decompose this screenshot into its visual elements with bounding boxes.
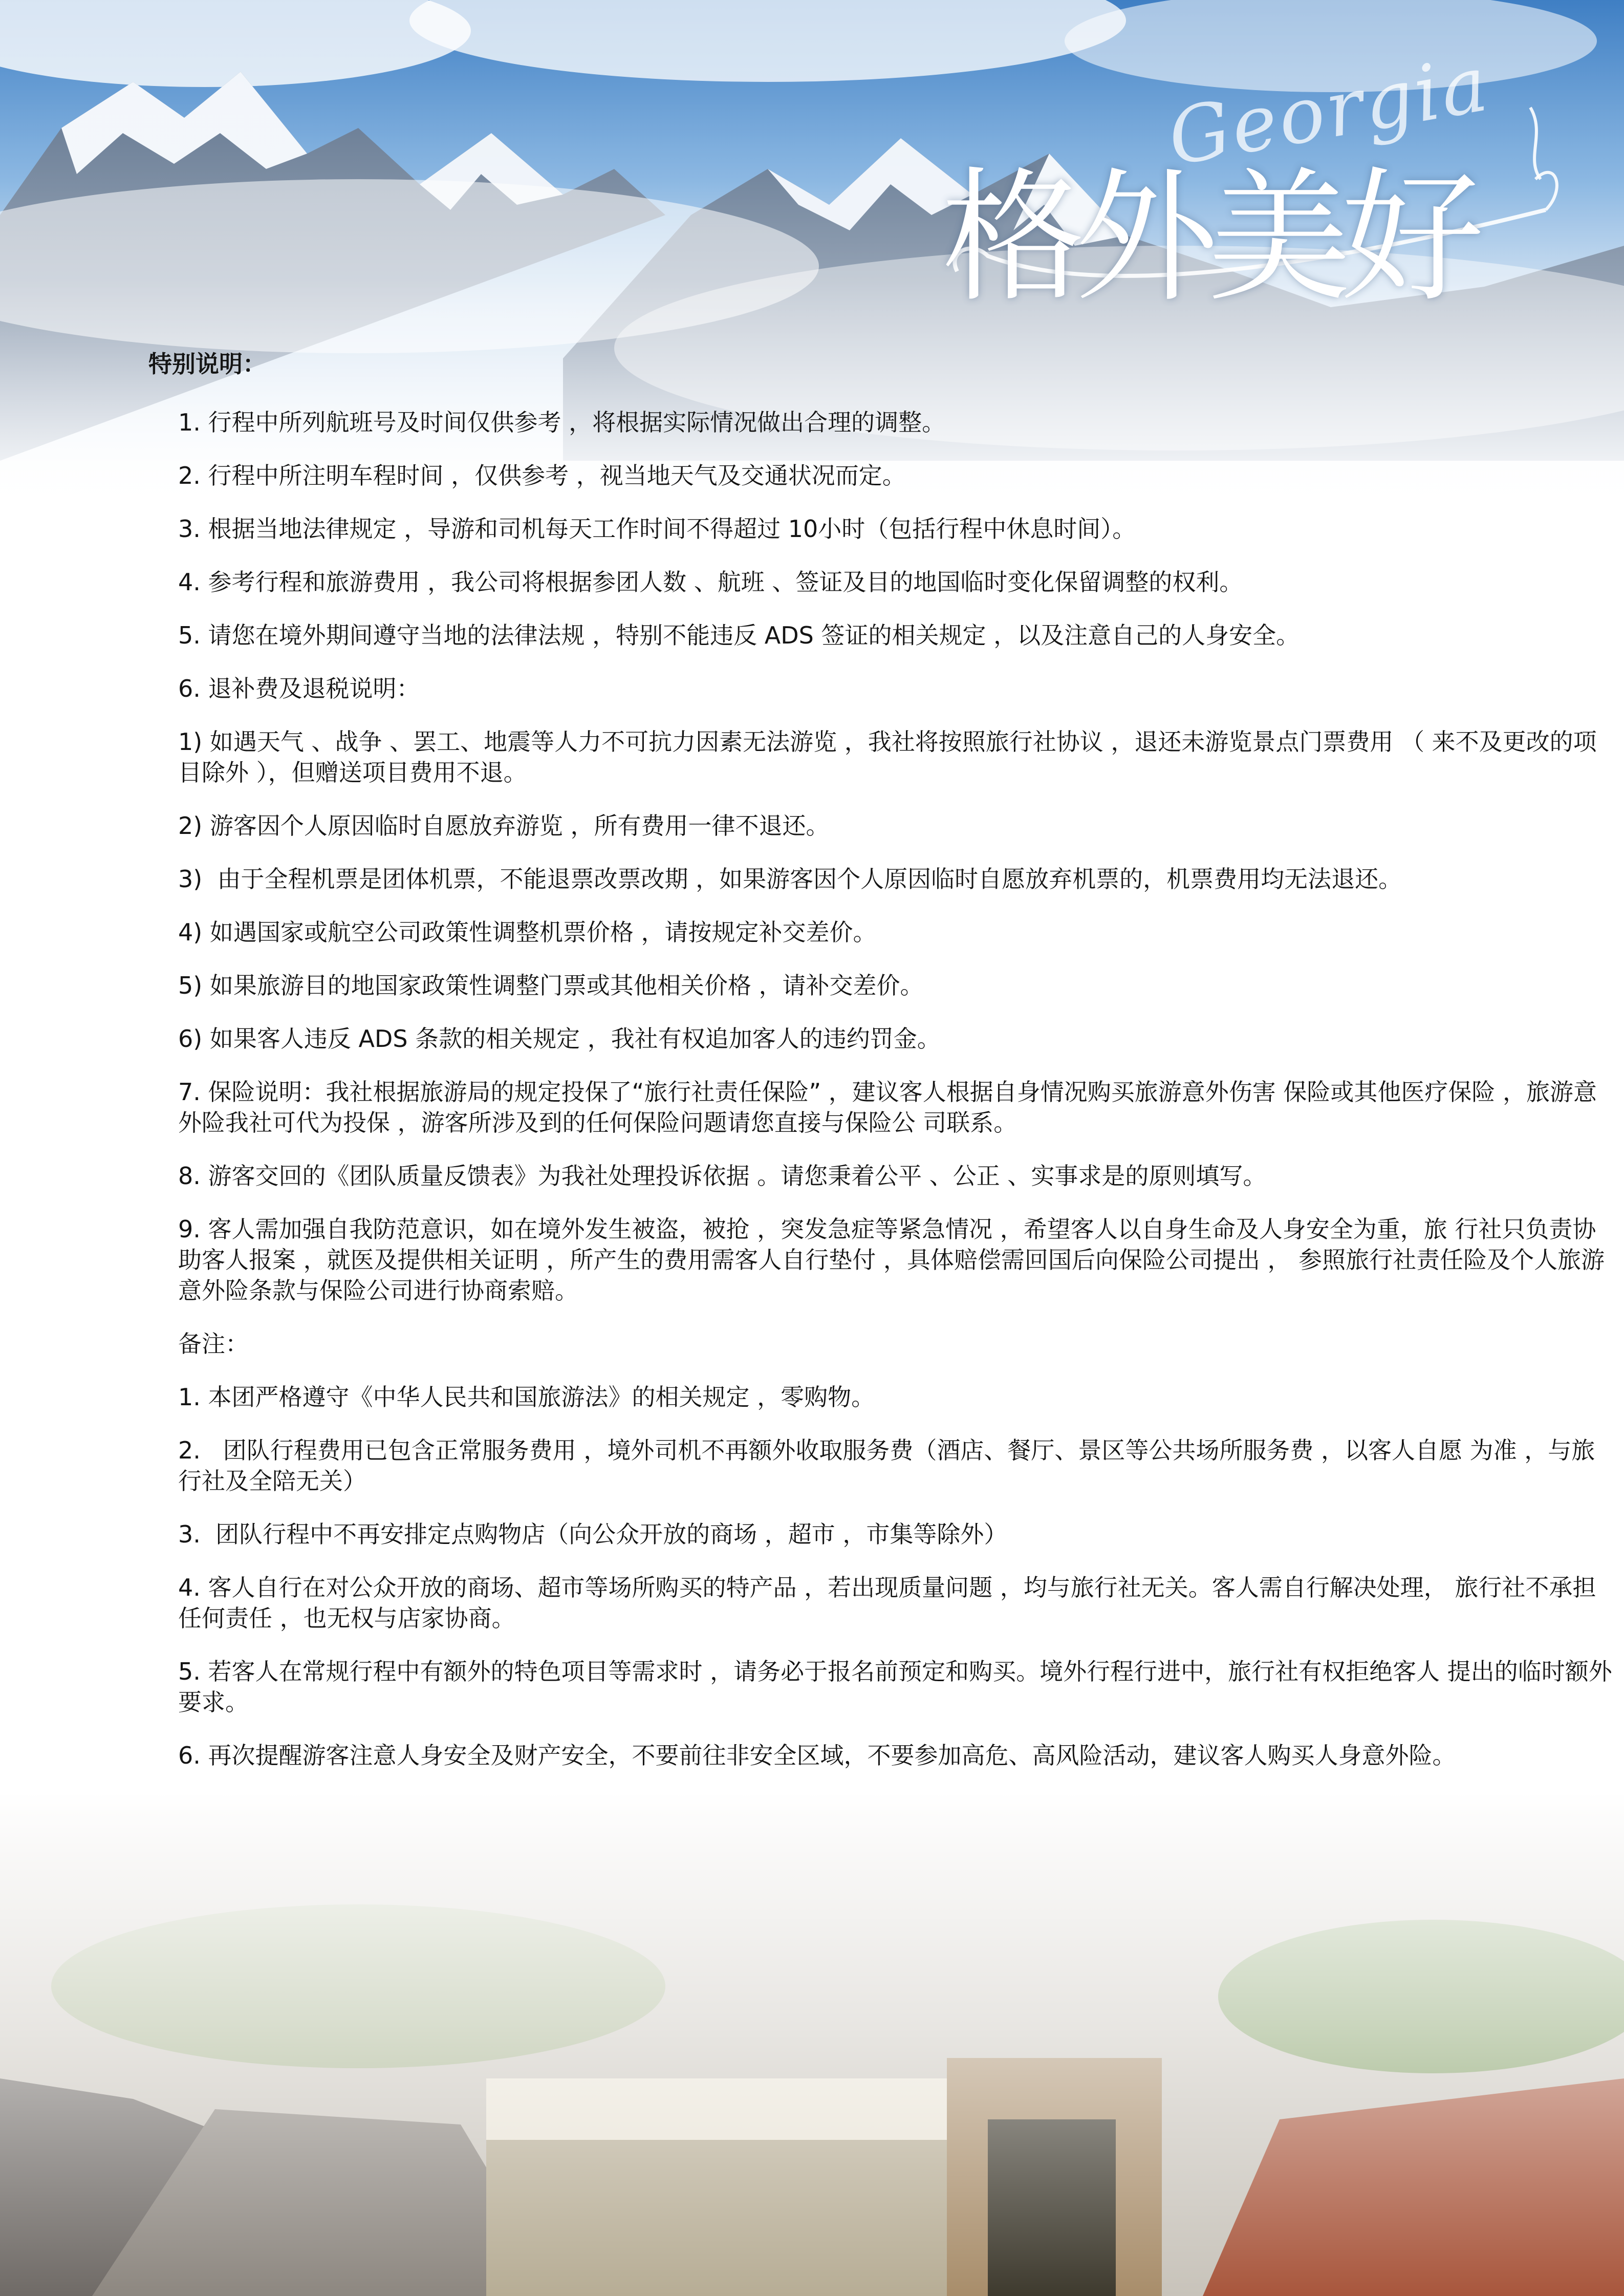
list-item: 2. 团队行程费用已包含正常服务费用 ，境外司机不再额外收取服务费（酒店、餐厅、景区等公共场所服务费 ，以客人自愿 为准 ，与旅行社及全陪无关） (178, 1436, 1595, 1495)
list-item: 6) 如果客人违反 ADS 条款的相关规定 ，我社有权追加客人的违约罚金。 (178, 1025, 941, 1053)
list-item: 3) 由于全程机票是团体机票，不能退票改票改期 ，如果游客因个人原因临时自愿放弃机票的，机票费用均无法退还。 (178, 865, 1402, 893)
list-item: 5. 若客人在常规行程中有额外的特色项目等需求时 ，请务必于报名前预定和购买。境外行程行进中，旅行社有权拒绝客人 提出的临时额外要求。 (178, 1658, 1612, 1716)
list-item: 4. 参考行程和旅游费用 ，我公司将根据参团人数 、航班 、签证及目的地国临时变化保留调整的权利。 (178, 568, 1243, 596)
notice-content (148, 346, 1612, 1793)
list-item: 4) 如遇国家或航空公司政策性调整机票价格 ，请按规定补交差价。 (178, 918, 877, 946)
logo-script-text: Georgia (1161, 39, 1496, 183)
list-item: 6. 再次提醒游客注意人身安全及财产安全，不要前往非安全区域，不要参加高危、高风险活动，建议客人购买人身意外险。 (178, 1742, 1456, 1769)
village-footer-image (0, 1792, 1624, 2296)
list-item: 5. 请您在境外期间遵守当地的法律法规 ，特别不能违反 ADS 签证的相关规定 ，以及注意自己的人身安全。 (178, 621, 1300, 649)
list-item: 2. 行程中所注明车程时间 ，仅供参考 ，视当地天气及交通状况而定。 (178, 462, 906, 489)
remarks-title: 备注： (178, 1330, 249, 1358)
refund-title: 6. 退补费及退税说明： (178, 675, 420, 702)
list-item: 7. 保险说明：我社根据旅游局的规定投保了“旅行社责任保险” ，建议客人根据自身情况购买旅游意外伤害 保险或其他医疗保险 ，旅游意外险我社可代为投保 ，游客所涉及到的任何保险问题请您直接与保险公 司联系。 (178, 1078, 1597, 1136)
list-item: 4. 客人自行在对公众开放的商场、超市等场所购买的特产品 ，若出现质量问题 ，均与旅行社无关。客人需自行解决处理， 旅行社不承担任何责任 ，也无权与店家协商。 (178, 1574, 1596, 1632)
list-item: 2) 游客因个人原因临时自愿放弃游览 ，所有费用一律不退还。 (178, 812, 830, 840)
list-item: 3. 团队行程中不再安排定点购物店（向公众开放的商场 ，超市 ，市集等除外） (178, 1520, 1008, 1548)
list-item: 1) 如遇天气 、战争 、罢工、地震等人力不可抗力因素无法游览 ，我社将按照旅行社协议 ，退还未游览景点门票费用 （ 来不及更改的项目除外 ），但赠送项目费用不退。 (178, 728, 1597, 786)
list-item: 9. 客人需加强自我防范意识，如在境外发生被盗，被抢 ，突发急症等紧急情况 ，希望客人以自身生命及人身安全为重，旅 行社只负责协助客人报案 ，就医及提供相关证明 ，所产生的费用需客人自行垫付 ，具体赔偿需回国后向保险公司提出 ， 参照旅行社责任险及个人旅游意外险条款与保险公司进行协商索赔。 (178, 1215, 1605, 1304)
list-item: 1. 行程中所列航班号及时间仅供参考 ，将根据实际情况做出合理的调整。 (178, 409, 946, 436)
list-item: 8. 游客交回的《团队质量反馈表》为我社处理投诉依据 。请您秉着公平 、公正 、实事求是的原则填写。 (178, 1162, 1267, 1190)
list-item: 3. 根据当地法律规定 ，导游和司机每天工作时间不得超过 10小时（包括行程中休息时间）。 (178, 515, 1136, 543)
list-item: 1. 本团严格遵守《中华人民共和国旅游法》的相关规定 ，零购物。 (178, 1383, 875, 1411)
logo-main-text: 格外美好 (942, 155, 1474, 321)
list-item: 5) 如果旅游目的地国家政策性调整门票或其他相关价格 ，请补交差价。 (178, 972, 924, 999)
brand-logo (942, 39, 1587, 321)
special-notes-list (178, 407, 1612, 1771)
special-notes-title: 特别说明： (148, 350, 266, 378)
